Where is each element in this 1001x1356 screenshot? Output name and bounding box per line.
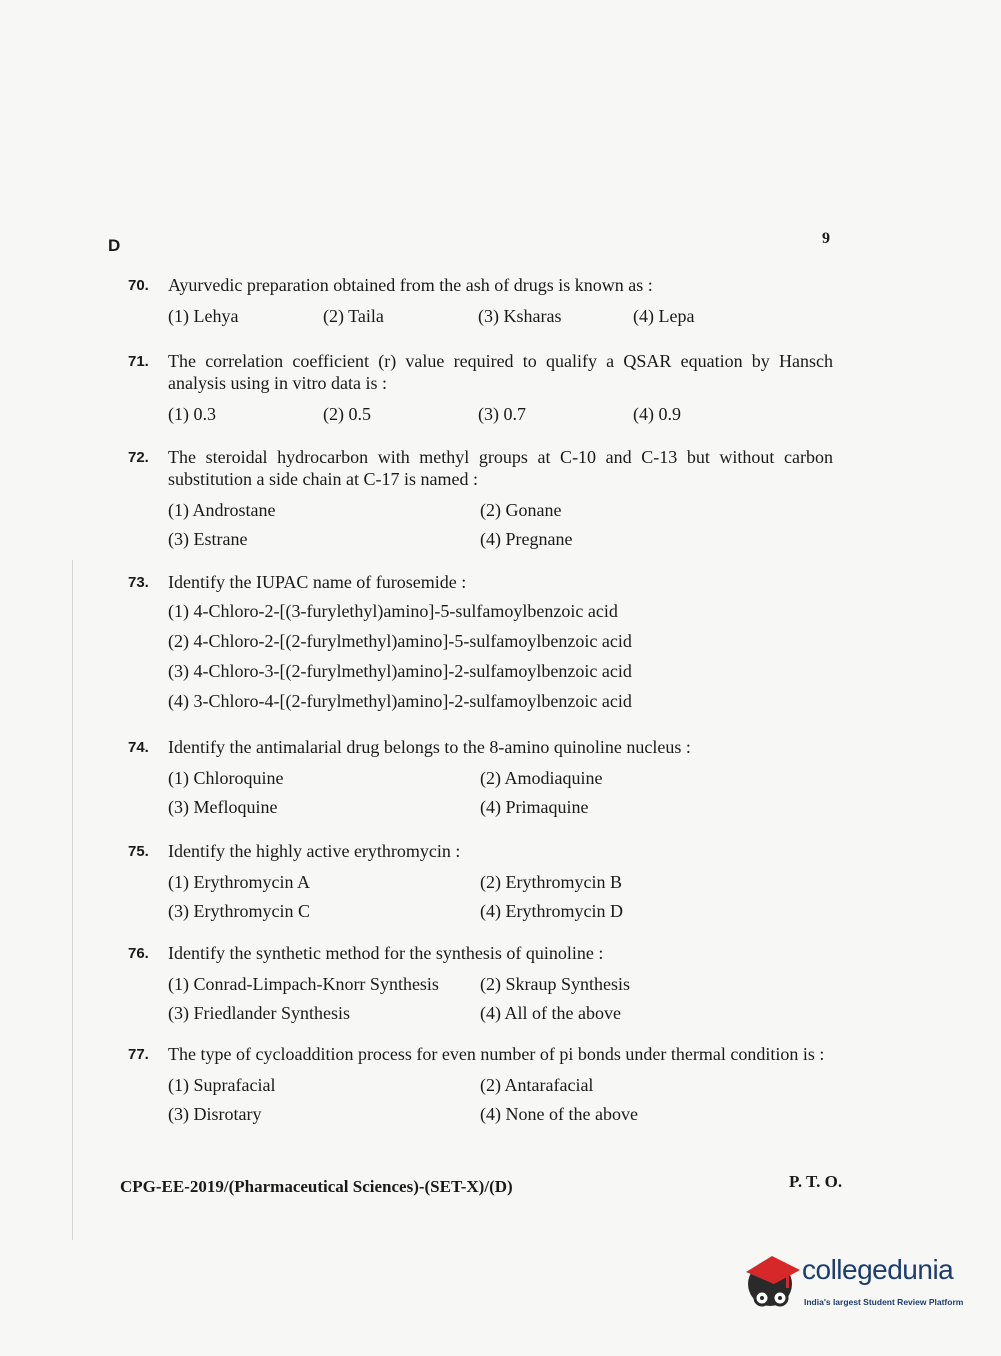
options [168, 404, 833, 425]
option-4: (4) 3-Chloro-4-[(2-furylmethyl)amino]-2-sulfamoylbenzoic acid [168, 691, 632, 711]
options [168, 601, 833, 712]
question-number: 70. [128, 277, 149, 294]
question-77 [128, 1043, 833, 1125]
question-number: 76. [128, 945, 149, 962]
options [168, 872, 833, 922]
option-4: (4) 0.9 [633, 404, 681, 424]
option-3: (3) Disrotary [168, 1104, 262, 1124]
question-text: The steroidal hydrocarbon with methyl groups at C-10 and C-13 but without carbon substitution a side chain at C-17 is named : [168, 447, 833, 489]
option-2: (2) Erythromycin B [480, 872, 622, 892]
option-2: (2) 0.5 [323, 404, 371, 424]
question-text: Identify the antimalarial drug belongs to the 8-amino quinoline nucleus : [168, 737, 691, 757]
option-3: (3) Ksharas [478, 306, 562, 326]
option-2: (2) 4-Chloro-2-[(2-furylmethyl)amino]-5-sulfamoylbenzoic acid [168, 631, 632, 651]
question-text: Identify the highly active erythromycin : [168, 841, 461, 861]
set-letter: D [108, 236, 121, 255]
options [168, 500, 833, 550]
please-turn-over: P. T. O. [789, 1172, 843, 1191]
question-71 [128, 350, 833, 425]
option-3: (3) Erythromycin C [168, 901, 310, 921]
question-number: 77. [128, 1046, 149, 1063]
option-3: (3) 0.7 [478, 404, 526, 424]
paper-code: CPG-EE-2019/(Pharmaceutical Sciences)-(SET-X)/(D) [120, 1177, 513, 1196]
left-margin-line [72, 560, 73, 1240]
option-1: (1) Erythromycin A [168, 872, 310, 892]
option-2: (2) Amodiaquine [480, 768, 603, 788]
option-4: (4) Erythromycin D [480, 901, 623, 921]
options [168, 306, 833, 327]
option-1: (1) Lehya [168, 306, 239, 326]
option-2: (2) Taila [323, 306, 384, 326]
option-4: (4) Pregnane [480, 529, 573, 549]
question-73 [128, 571, 833, 721]
option-3: (3) Estrane [168, 529, 248, 549]
option-3: (3) Mefloquine [168, 797, 278, 817]
question-text: The correlation coefficient (r) value required to qualify a QSAR equation by Hansch analysis using in vitro data is : [168, 351, 833, 393]
question-number: 73. [128, 574, 149, 591]
options [168, 1075, 833, 1125]
option-1: (1) Suprafacial [168, 1075, 276, 1095]
option-2: (2) Antarafacial [480, 1075, 594, 1095]
option-1: (1) Androstane [168, 500, 276, 520]
question-number: 72. [128, 449, 149, 466]
option-1: (1) 4-Chloro-2-[(3-furylethyl)amino]-5-sulfamoylbenzoic acid [168, 601, 618, 621]
logo-tagline: India's largest Student Review Platform [804, 1297, 964, 1307]
options [168, 974, 833, 1024]
question-76 [128, 942, 833, 1024]
question-74 [128, 736, 833, 818]
question-75 [128, 840, 833, 922]
option-4: (4) None of the above [480, 1104, 638, 1124]
option-1: (1) Chloroquine [168, 768, 284, 788]
option-2: (2) Skraup Synthesis [480, 974, 630, 994]
question-text: The type of cycloaddition process for even number of pi bonds under thermal condition is : [168, 1044, 825, 1064]
options [168, 768, 833, 818]
collegedunia-watermark [742, 1250, 972, 1318]
option-4: (4) Primaquine [480, 797, 589, 817]
question-number: 74. [128, 739, 149, 756]
question-text: Identify the IUPAC name of furosemide : [168, 572, 467, 592]
page-number: 9 [822, 230, 830, 247]
option-2: (2) Gonane [480, 500, 562, 520]
option-4: (4) All of the above [480, 1003, 621, 1023]
student-mascot-icon [742, 1250, 802, 1318]
question-text: Identify the synthetic method for the synthesis of quinoline : [168, 943, 604, 963]
logo-name: collegedunia [802, 1254, 954, 1285]
option-3: (3) Friedlander Synthesis [168, 1003, 350, 1023]
question-72 [128, 446, 833, 550]
question-70 [128, 274, 833, 327]
question-number: 75. [128, 843, 149, 860]
option-4: (4) Lepa [633, 306, 695, 326]
question-text: Ayurvedic preparation obtained from the ash of drugs is known as : [168, 275, 653, 295]
option-1: (1) 0.3 [168, 404, 216, 424]
option-3: (3) 4-Chloro-3-[(2-furylmethyl)amino]-2-sulfamoylbenzoic acid [168, 661, 632, 681]
question-number: 71. [128, 353, 149, 370]
option-1: (1) Conrad-Limpach-Knorr Synthesis [168, 974, 439, 994]
